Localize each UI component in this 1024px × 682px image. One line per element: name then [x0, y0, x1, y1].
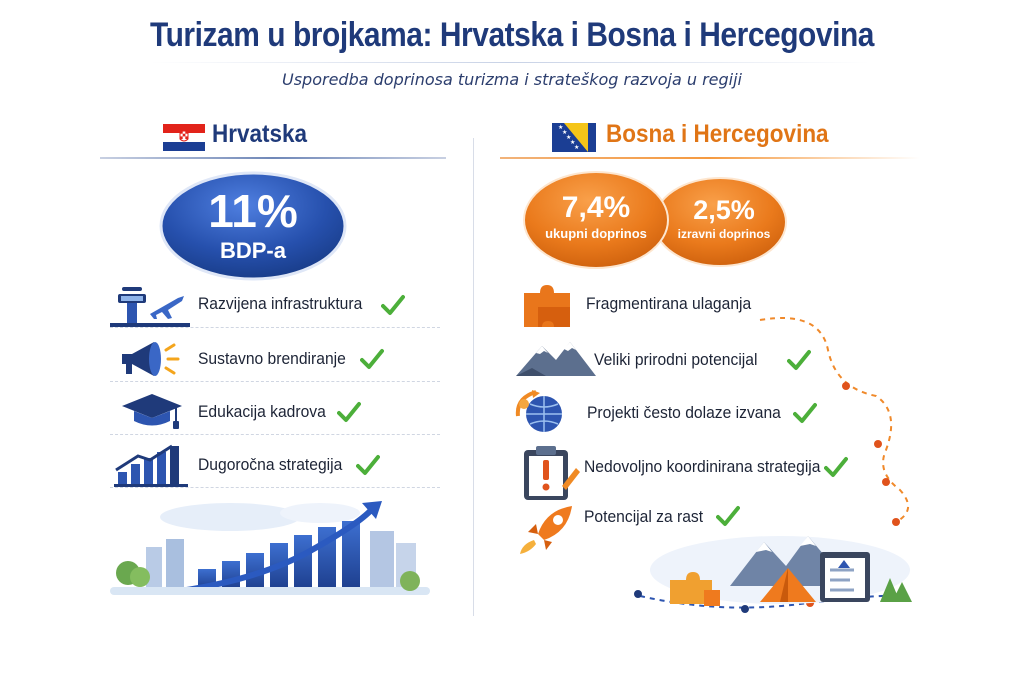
check-icon: [360, 348, 384, 370]
item-separator: [110, 434, 440, 435]
bih-total-value: 7,4%: [561, 191, 631, 224]
bih-heading: Bosna i Hercegovina: [606, 120, 829, 148]
bih-item-label: Potencijal za rast: [584, 507, 704, 526]
croatia-item-label: Sustavno brendiranje: [198, 349, 346, 368]
bih-item-label: Nedovoljno koordinirana strategija: [584, 457, 821, 476]
check-icon: [793, 402, 817, 424]
bih-item-label: Fragmentirana ulaganja: [586, 294, 752, 313]
bih-heading-rule: [500, 157, 920, 159]
check-icon: [356, 454, 380, 476]
check-icon: [824, 456, 848, 478]
bih-direct-label: izravni doprinos: [677, 227, 771, 241]
page-title: Turizam u brojkama: Hrvatska i Bosna i Hercegovina: [149, 16, 875, 54]
svg-text:★: ★: [570, 139, 576, 146]
item-separator: [110, 487, 440, 488]
check-icon: [787, 349, 811, 371]
item-separator: [110, 327, 440, 328]
megaphone-icon: [118, 340, 184, 380]
croatia-gdp-value: 11%: [208, 185, 298, 237]
croatia-heading: Hrvatska: [212, 120, 308, 148]
mountains-icon: [516, 338, 596, 378]
bih-direct-value: 2,5%: [693, 195, 755, 225]
clipboard-warning-icon: [522, 446, 580, 502]
bih-total-label: ukupni doprinos: [545, 226, 647, 241]
title-rule: [150, 62, 870, 63]
item-separator: [110, 381, 440, 382]
page-subtitle: Usporedba doprinosa turizma i strateškog razvoja u regiji: [282, 70, 742, 89]
globe-arrow-icon: [514, 390, 578, 436]
svg-text:★: ★: [574, 144, 580, 151]
bih-flag-icon: [552, 123, 596, 152]
svg-text:★: ★: [558, 124, 564, 131]
rocket-icon: [516, 504, 578, 556]
croatia-item-label: Razvijena infrastruktura: [198, 294, 363, 313]
croatia-flag-icon: [163, 124, 205, 151]
city-growth-illustration: [110, 495, 430, 597]
airport-tower-plane-icon: [110, 284, 190, 330]
croatia-gdp-label: BDP-a: [219, 238, 287, 263]
bih-item-label: Projekti često dolaze izvana: [587, 403, 781, 422]
check-icon: [381, 294, 405, 316]
svg-text:★: ★: [566, 134, 572, 141]
growth-chart-icon: [114, 442, 188, 488]
camping-mountains-illustration: [640, 520, 920, 610]
croatia-item-label: Dugoročna strategija: [198, 455, 343, 474]
check-icon: [337, 401, 361, 423]
column-divider: [473, 138, 474, 616]
croatia-heading-rule: [100, 157, 446, 159]
croatia-item-label: Edukacija kadrova: [198, 402, 326, 421]
croatia-gdp-bubble: [158, 170, 348, 282]
puzzle-icon: [520, 285, 578, 329]
svg-text:★: ★: [562, 129, 568, 136]
bih-stats-bubbles: [522, 168, 790, 270]
graduation-cap-icon: [120, 392, 184, 432]
bih-item-label: Veliki prirodni potencijal: [594, 350, 758, 369]
